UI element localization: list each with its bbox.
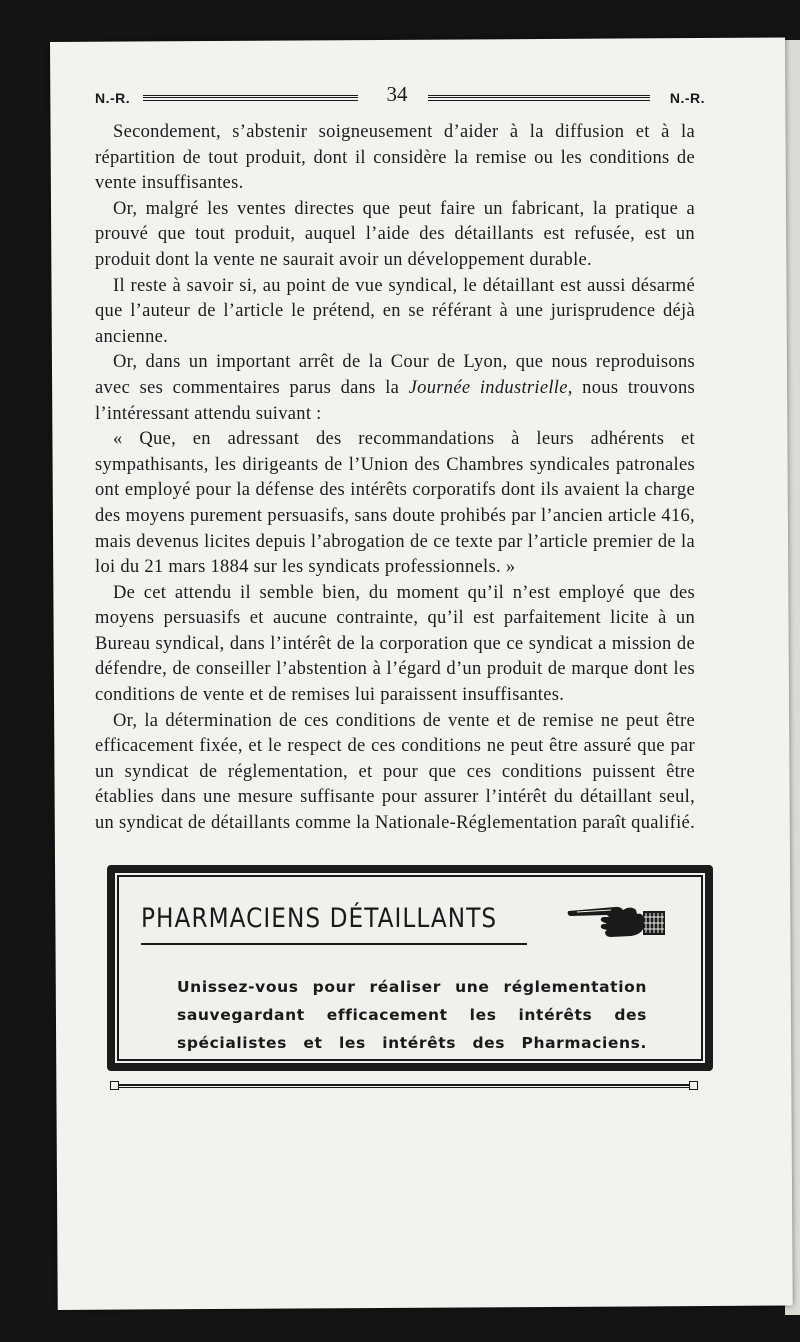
rule-end-square-right bbox=[689, 1081, 698, 1090]
advertisement-title-underline bbox=[141, 943, 527, 945]
running-head bbox=[95, 82, 705, 112]
paragraph: De cet attendu il semble bien, du moment qu’il n’est employé que des moyens persuasifs et aucune contrainte, qu’il est parfaitement licite à un Bureau syndical, dans l’intérêt de la corporation que ce syndicat a mission de défendre, de conseiller l’abstention à l’égard d’un produit de marque dont les conditions de vente et de remises lui paraissent insuffisantes. bbox=[95, 582, 695, 706]
paragraph: Or, la détermination de ces conditions de vente et de remise ne peut être efficacement fixée, et le respect de ces conditions ne peut être assuré que par un syndicat de réglementation, et pour que ces conditions puissent être établies dans une mesure suffisante pour assurer l’intérêt du détaillant seul, un syndicat de détaillants comme la Nationale-Réglementation paraît qualifié. bbox=[95, 710, 695, 834]
running-head-right: N.-R. bbox=[669, 90, 705, 106]
advertisement-title: PHARMACIENS DÉTAILLANTS bbox=[141, 903, 498, 934]
pointing-hand-icon bbox=[567, 899, 667, 943]
advertisement-line: spécialistes et les intérêts des Pharmaciens. bbox=[177, 1034, 647, 1052]
running-head-rule-left bbox=[143, 95, 358, 101]
paragraph: Or, malgré les ventes directes que peut faire un fabricant, la pratique a prouvé que tout produit, auquel l’aide des détaillants est refusée, est un produit dont la vente ne saurait avoir un développement durable. bbox=[95, 198, 695, 270]
paragraph: Il reste à savoir si, au point de vue syndical, le détaillant est aussi désarmé que l’auteur de l’article le prétend, en se référant à une jurisprudence déjà ancienne. bbox=[95, 275, 695, 347]
bottom-decorative-rule bbox=[110, 1081, 698, 1091]
article-body bbox=[95, 120, 695, 837]
journal-title: Journée industrielle bbox=[408, 377, 568, 398]
rule-bar bbox=[118, 1084, 690, 1088]
page-number: 34 bbox=[386, 82, 408, 106]
paragraph: Secondement, s’abstenir soigneusement d’aider à la diffusion et à la répartition de tout produit, dont il considère la remise ou les conditions de vente insuffisantes. bbox=[95, 122, 695, 194]
paragraph-text: Or, dans un important arrêt de la Cour de Lyon, que nous reproduisons avec ses commentaires parus dans la bbox=[95, 352, 695, 398]
advertisement-line: Unissez-vous pour réaliser une réglementation bbox=[177, 978, 647, 996]
paragraph-text: , nous trouvons l’intéressant attendu suivant : bbox=[95, 377, 695, 424]
advertisement-box bbox=[107, 865, 713, 1071]
running-head-rule-right bbox=[428, 95, 650, 101]
running-head-left: N.-R. bbox=[95, 90, 131, 106]
advertisement-text bbox=[177, 973, 647, 1057]
paragraph bbox=[95, 350, 695, 427]
court-quotation: « Que, en adressant des recommandations à leurs adhérents et sympathisants, les dirigeants de l’Union des Chambres syndicales patronales ont employé pour la défense des intérêts corporatifs dont ils avaient la charge des moyens purement persuasifs, sans doute prohibés par l’ancien article 416, mais devenus licites depuis l’abrogation de ce texte par l’article premier de la loi du 21 mars 1884 sur les syndicats professionnels. » bbox=[95, 429, 695, 578]
advertisement-line: sauvegardant efficacement les intérêts des bbox=[177, 1006, 647, 1024]
